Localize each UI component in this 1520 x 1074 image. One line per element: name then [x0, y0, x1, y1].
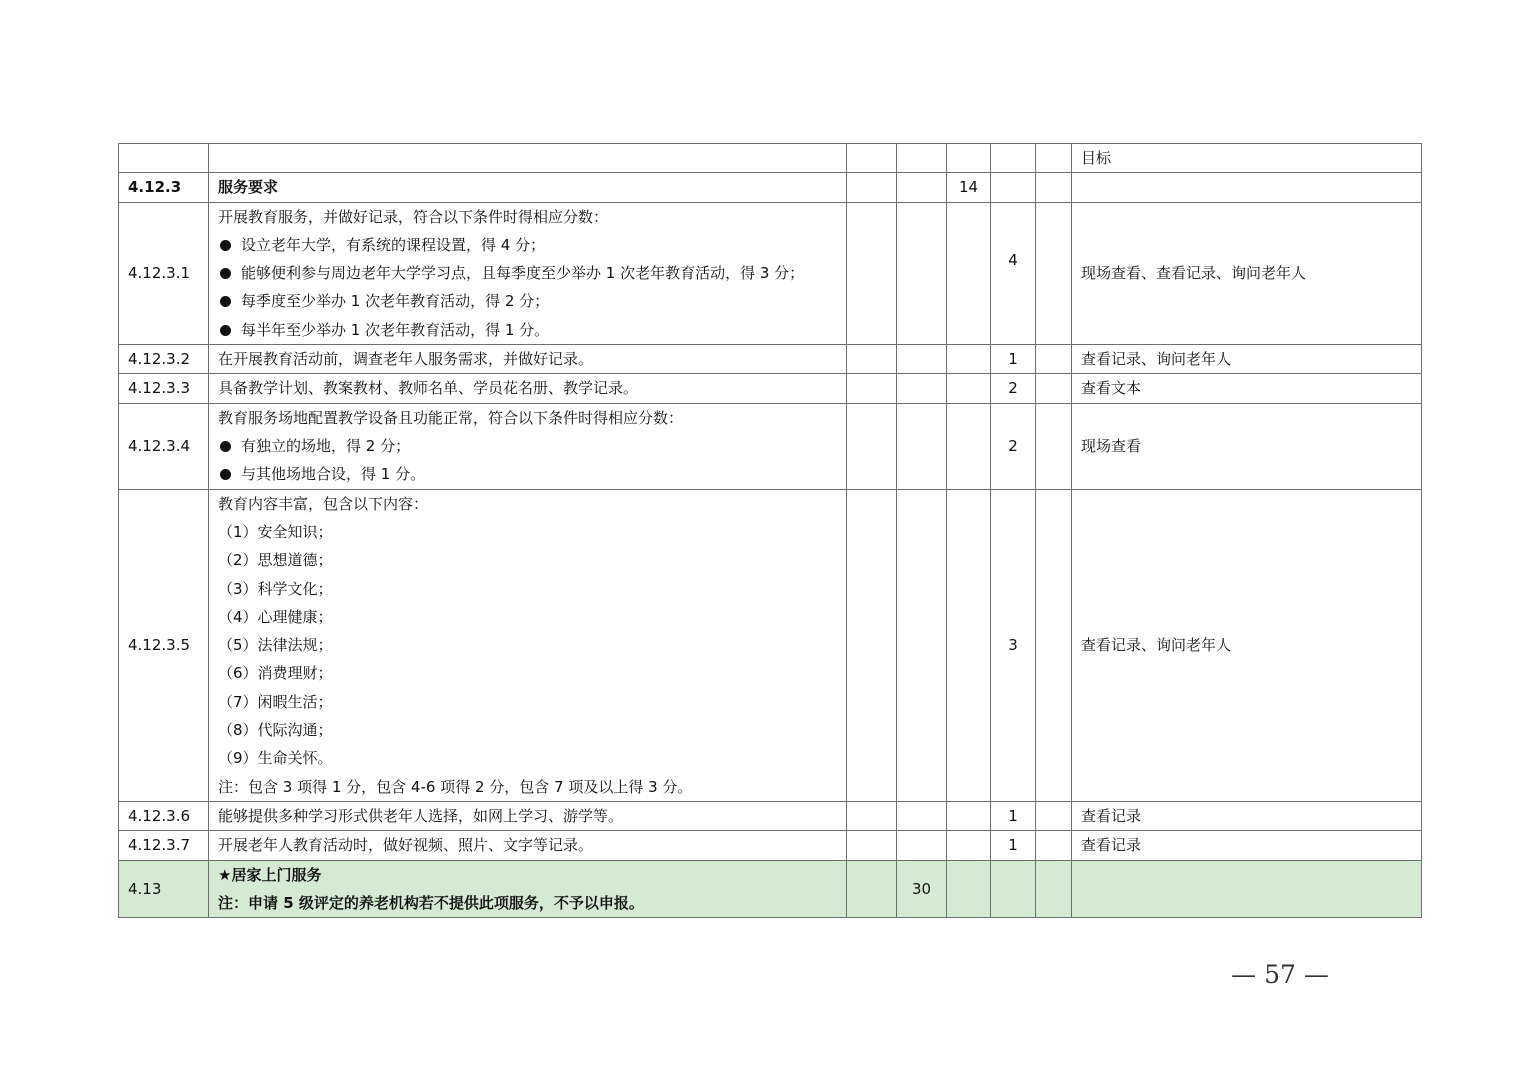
code-cell: [119, 144, 209, 173]
item-points: 4: [991, 202, 1036, 344]
table-row: [119, 374, 1422, 403]
table-row: [119, 144, 1422, 173]
list-item: 能够便利参与周边老年大学学习点，且每季度至少举办 1 次老年教育活动，得 3 分；: [218, 259, 837, 287]
section-note: 注：申请 5 级评定的养老机构若不提供此项服务，不予以申报。: [218, 893, 644, 912]
item-code: 4.12.3.3: [119, 374, 209, 403]
list-item: （1）安全知识；: [218, 522, 333, 541]
list-item: 有独立的场地，得 2 分；: [218, 432, 837, 460]
item-content: 开展老年人教育活动时，做好视频、照片、文字等记录。: [209, 831, 847, 860]
item-code: 4.12.3.5: [119, 489, 209, 801]
item-code: 4.12.3.6: [119, 801, 209, 830]
bullet-icon: [220, 441, 231, 452]
bullet-icon: [220, 296, 231, 307]
section-row: [119, 173, 1422, 202]
item-method: 查看记录: [1072, 831, 1422, 860]
table-row: [119, 403, 1422, 489]
section-code: 4.12.3: [119, 173, 209, 202]
content-cell: [209, 144, 847, 173]
item-content: 能够提供多种学习形式供老年人选择，如网上学习、游学等。: [209, 801, 847, 830]
item-points: 2: [991, 374, 1036, 403]
list-item: （4）心理健康；: [218, 607, 333, 626]
table-row: [119, 202, 1422, 344]
item-method: 现场查看: [1072, 403, 1422, 489]
list-item: （8）代际沟通；: [218, 721, 333, 740]
item-code: 4.12.3.4: [119, 403, 209, 489]
list-item: （7）闲暇生活；: [218, 692, 333, 711]
list-item: （5）法律法规；: [218, 636, 333, 655]
section-score: 14: [947, 173, 991, 202]
section-score: 30: [897, 860, 947, 918]
item-method: 查看记录、询问老年人: [1072, 489, 1422, 801]
item-points: 1: [991, 831, 1036, 860]
item-content: 教育内容丰富，包含以下内容： （1）安全知识； （2）思想道德； （3）科学文化； （4）心理健康； （5）法律法规； （6）消费理财； （7）闲暇生活； （8）代际沟通； （9）生命关怀。 注：包含 3 项得 1 分，包含 4-6 项得 2 分，包含 7 项及以上得 3 分。: [209, 489, 847, 801]
item-code: 4.12.3.2: [119, 345, 209, 374]
section-content: [209, 860, 847, 918]
table-row: [119, 489, 1422, 801]
item-points: 3: [991, 489, 1036, 801]
item-points: 1: [991, 801, 1036, 830]
list-item: （3）科学文化；: [218, 579, 333, 598]
table-row: [119, 345, 1422, 374]
item-method: 查看记录: [1072, 801, 1422, 830]
section-row: [119, 860, 1422, 918]
table-row: [119, 831, 1422, 860]
list-item: 每季度至少举办 1 次老年教育活动，得 2 分；: [218, 287, 837, 315]
list-item: （6）消费理财；: [218, 664, 333, 683]
item-content: 教育服务场地配置教学设备且功能正常，符合以下条件时得相应分数： 有独立的场地，得 2 分； 与其他场地合设，得 1 分。: [209, 403, 847, 489]
section-code: 4.13: [119, 860, 209, 918]
bullet-icon: [220, 268, 231, 279]
bullet-icon: [220, 325, 231, 336]
page-number: — 57 —: [1231, 960, 1329, 989]
list-item: 与其他场地合设，得 1 分。: [218, 460, 837, 488]
item-content: 在开展教育活动前，调查老年人服务需求，并做好记录。: [209, 345, 847, 374]
list-item: 设立老年大学，有系统的课程设置，得 4 分；: [218, 231, 837, 259]
section-title: ★居家上门服务: [218, 865, 322, 884]
item-points: 1: [991, 345, 1036, 374]
note: 注：包含 3 项得 1 分，包含 4-6 项得 2 分，包含 7 项及以上得 3 分。: [218, 777, 693, 796]
item-method: 查看文本: [1072, 374, 1422, 403]
evaluation-table: [118, 143, 1422, 918]
item-code: 4.12.3.7: [119, 831, 209, 860]
list-item: 每半年至少举办 1 次老年教育活动，得 1 分。: [218, 316, 837, 344]
bullet-icon: [220, 469, 231, 480]
item-content: 具备教学计划、教案教材、教师名单、学员花名册、教学记录。: [209, 374, 847, 403]
method-cell: 目标: [1072, 144, 1422, 173]
list-item: （2）思想道德；: [218, 551, 333, 570]
table-row: [119, 801, 1422, 830]
list-item: （9）生命关怀。: [218, 749, 333, 768]
item-content: 开展教育服务，并做好记录，符合以下条件时得相应分数： 设立老年大学，有系统的课程设置，得 4 分； 能够便利参与周边老年大学学习点，且每季度至少举办 1 次老年教育活动，得 3 分； 每季度至少举办 1 次老年教育活动，得 2 分； 每半年至少举办 1 次老年教育活动，得 1 分。: [209, 202, 847, 344]
item-code: 4.12.3.1: [119, 202, 209, 344]
item-points: 2: [991, 403, 1036, 489]
section-title: 服务要求: [209, 173, 847, 202]
bullet-icon: [220, 240, 231, 251]
item-method: 查看记录、询问老年人: [1072, 345, 1422, 374]
item-method: 现场查看、查看记录、询问老年人: [1072, 202, 1422, 344]
